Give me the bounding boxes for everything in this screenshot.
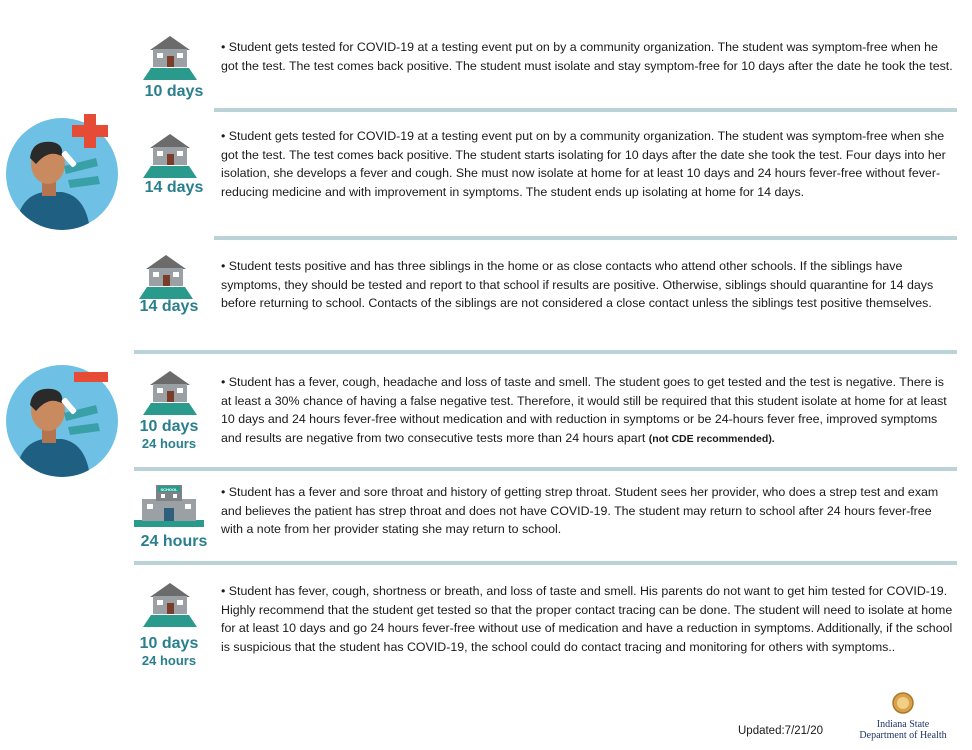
indiana-state-department-of-health-logo	[858, 692, 948, 741]
logo-line-1: Indiana State	[876, 719, 930, 730]
scenario-text: • Student has fever, cough, shortness or breath, and loss of taste and smell. His parents do not want to get him tested for COVID-19. Highly recommend that the student get tested so that the proper contact tracing can be done. The student will need to isolate at home for at least 10 days and go 24 hours fever-free without use of medication and have a reduction in symptoms. Additionally, if the school is suspicious that the student has COVID-19, the school could do contact tracing and monitoring for others with symptoms..	[221, 584, 953, 654]
scenario-text: • Student has a fever and sore throat and history of getting strep throat. Student sees her provider, who does a strep test and exam and believes the patient has strep throat and does not have COVID-19. The student may return to school after 24 hours fever-free with a note from her provider stating she may return to school.	[221, 485, 939, 537]
school-icon	[134, 481, 204, 532]
row-divider	[214, 236, 957, 240]
scenario-text: • Student tests positive and has three siblings in the home or as close contacts who attend other schools. If the siblings have symptoms, they should be tested and report to that school if results are positive. Otherwise, siblings should quarantine for 14 days before returning to school. Contacts of the siblings are not considered a close contact unless the siblings test positive themselves.	[221, 259, 934, 311]
logo-line-2: Department of Health	[859, 730, 947, 741]
updated-date: Updated:7/21/20	[738, 725, 824, 737]
house-icon	[143, 583, 197, 632]
scenario-text: • Student gets tested for COVID-19 at a testing event put on by a community organization. The student was symptom-free when he got the test. The test comes back positive. The student must isolate and stay symptom-free for 10 days after the date he took the test.	[221, 40, 953, 73]
scenario-text: • Student has a fever, cough, headache and loss of taste and smell. The student goes to get tested and the test is negative. There is at least a 30% chance of having a false negative test. Therefore, it would still be required that this student isolate at home for at least 10 days and 24 hours fever-free without medication and with reduction in symptoms or be 24-hours fever free, improved symptoms and results are negative from two consecutive tests more than 24 hours apart (not CDE recommended).	[221, 375, 947, 445]
school-sign-label: SCHOOL	[160, 487, 178, 492]
row-divider	[134, 561, 957, 565]
house-icon	[143, 36, 197, 85]
duration-days: 10 days	[144, 83, 204, 100]
scenario-note: (not CDE recommended).	[648, 432, 775, 445]
duration-days: 14 days	[144, 179, 204, 196]
duration-hours: 24 hours	[141, 436, 197, 451]
plus-sign-icon	[72, 114, 108, 155]
row-divider	[214, 108, 957, 112]
house-icon	[139, 255, 193, 304]
duration-hours: 24 hours	[140, 533, 208, 550]
seal-icon	[890, 692, 916, 714]
row-divider	[134, 467, 957, 471]
duration-days: 10 days	[139, 418, 199, 435]
row-divider	[134, 350, 957, 354]
house-icon	[143, 134, 197, 183]
duration-days: 14 days	[139, 298, 199, 315]
house-icon	[143, 371, 197, 420]
duration-hours: 24 hours	[141, 653, 197, 668]
duration-days: 10 days	[139, 635, 199, 652]
scenario-text: • Student gets tested for COVID-19 at a testing event put on by a community organization. The student was symptom-free when she got the test. The test comes back positive. The student starts isolating for 10 days after the date she took the test. Four days into her isolation, she develops a fever and cough. She must now isolate at home for at least 10 days and 24 hours fever-free without fever-reducing medicine and with improvement in symptoms. The student ends up isolating at home for 14 days.	[221, 129, 946, 199]
minus-sign-icon	[74, 371, 108, 389]
